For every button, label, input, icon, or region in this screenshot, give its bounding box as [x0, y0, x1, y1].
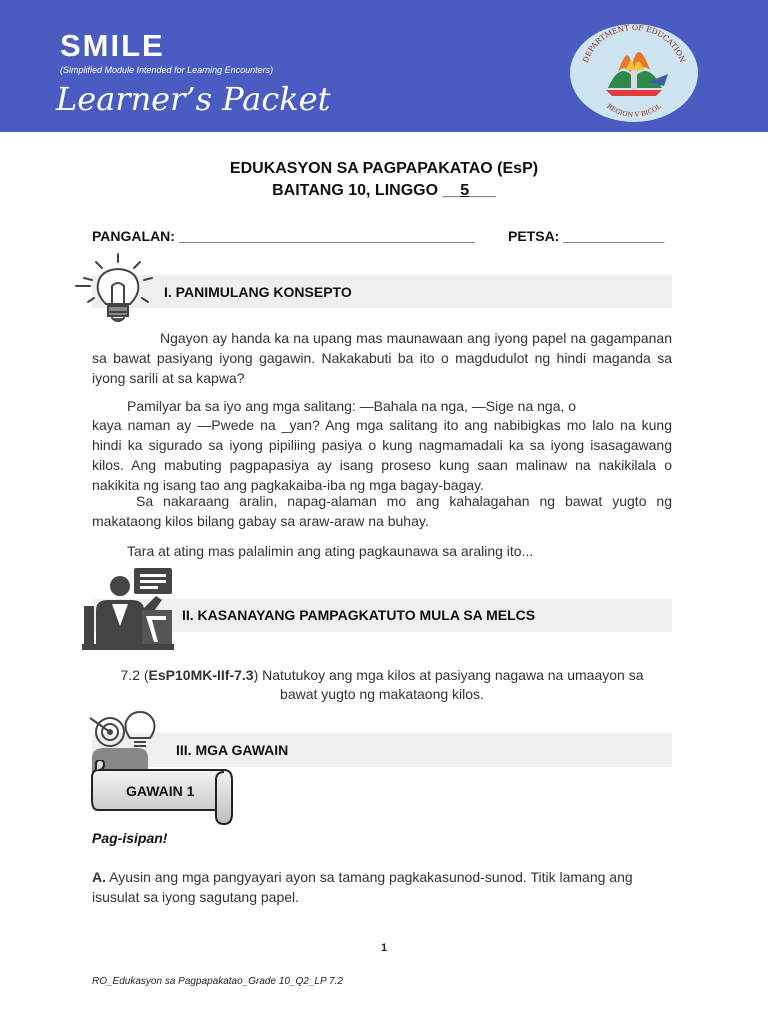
date-label: PETSA: [508, 228, 560, 244]
grade-week-prefix: BAITANG 10, LINGGO __ [272, 182, 461, 199]
grade-week-line [0, 182, 768, 200]
section-title: II. KASANAYANG PAMPAGKATUTO MULA SA MELCS [182, 607, 536, 623]
brand-title: SMILE [60, 28, 165, 63]
intro-paragraph-2-rest: kaya naman ay —Pwede na _yan? Ang mga salitang ito ang nabibigkas mo lalo na kung hindi ka sigurado sa iyong pipiliing pasiya o kung nagmamadali ka sa iyong isasagawang kilos. Ang mabuting pagpapasiya ay isang proseso kung saan malinaw na nakikilala o nakikita ng isang tao ang pagkakaiba-iba ng mga bagay-bagay. [92, 417, 672, 493]
melc-text-1: ) Natutukoy ang mga kilos at pasiyang nagawa na umaayon sa [253, 667, 644, 683]
instruction-a-text: Ayusin ang mga pangyayari ayon sa tamang pagkakasunod-sunod. Titik lamang ang isusulat sa iyong sagutang papel. [92, 869, 633, 905]
section-kasanayan-header [92, 599, 672, 632]
deped-seal-logo [568, 22, 700, 124]
brand-subtitle: (Simplified Module Intended for Learning Encounters) [60, 65, 274, 75]
week-number: 5 [460, 182, 470, 199]
melc-line-2: bawat yugto ng makataong kilos. [280, 686, 484, 702]
seal-bottom-text: REGION V BICOL [605, 102, 663, 119]
date-field [508, 228, 664, 244]
packet-title: Learner’s Packet [56, 80, 331, 118]
grade-week-suffix: ___ [469, 182, 496, 199]
teacher-presentation-icon [82, 566, 174, 650]
intro-paragraph-2-first: Pamilyar ba sa iyo ang mga salitang: —Bahala na nga, —Sige na nga, o [127, 398, 577, 414]
section-panimula-header [92, 275, 672, 308]
intro-paragraph-3 [92, 491, 672, 531]
name-line: ______________________________________ [178, 228, 475, 244]
intro-paragraph-1 [92, 328, 672, 388]
melc-line-1 [82, 665, 682, 685]
melc-number: 7.2 ( [120, 667, 149, 683]
seal-top-text: DEPARTMENT OF EDUCATION [580, 22, 688, 64]
gawain-label: GAWAIN 1 [126, 783, 195, 799]
lightbulb-icon [72, 250, 154, 330]
intro-text-1: Ngayon ay handa ka na upang mas maunawaan ang iyong papel na gagampanan sa bawat pasiyang iyong gagawin. Nakakabuti ba ito o magdudulot ng hindi maganda sa iyong sarili at sa kapwa? [92, 330, 672, 386]
page-number: 1 [380, 942, 388, 954]
subject-title: EDUKASYON SA PAGPAPAKATAO (EsP) [229, 160, 539, 177]
melc-code: EsP10MK-IIf-7.3 [148, 667, 254, 683]
pag-isipan-prompt: Pag-isipan! [92, 830, 168, 846]
footer-code: RO_Edukasyon sa Pagpapakatao_Grade 10_Q2_LP 7.2 [92, 976, 343, 987]
intro-text-3: Sa nakaraang aralin, napag-alaman mo ang kahalagahan ng bawat yugto ng makataong kilos bilang gabay sa araw-araw na buhay. [92, 493, 672, 529]
name-field [92, 228, 475, 244]
section-title: I. PANIMULANG KONSEPTO [164, 284, 352, 300]
intro-paragraph-4: Tara at ating mas palalimin ang ating pagkaunawa sa araling ito... [127, 543, 534, 559]
date-line: _____________ [563, 228, 665, 244]
header-banner [0, 0, 768, 132]
instruction-a [92, 867, 664, 907]
name-label: PANGALAN: [92, 228, 175, 244]
instruction-a-label: A. [92, 869, 106, 885]
section-title: III. MGA GAWAIN [176, 742, 289, 758]
